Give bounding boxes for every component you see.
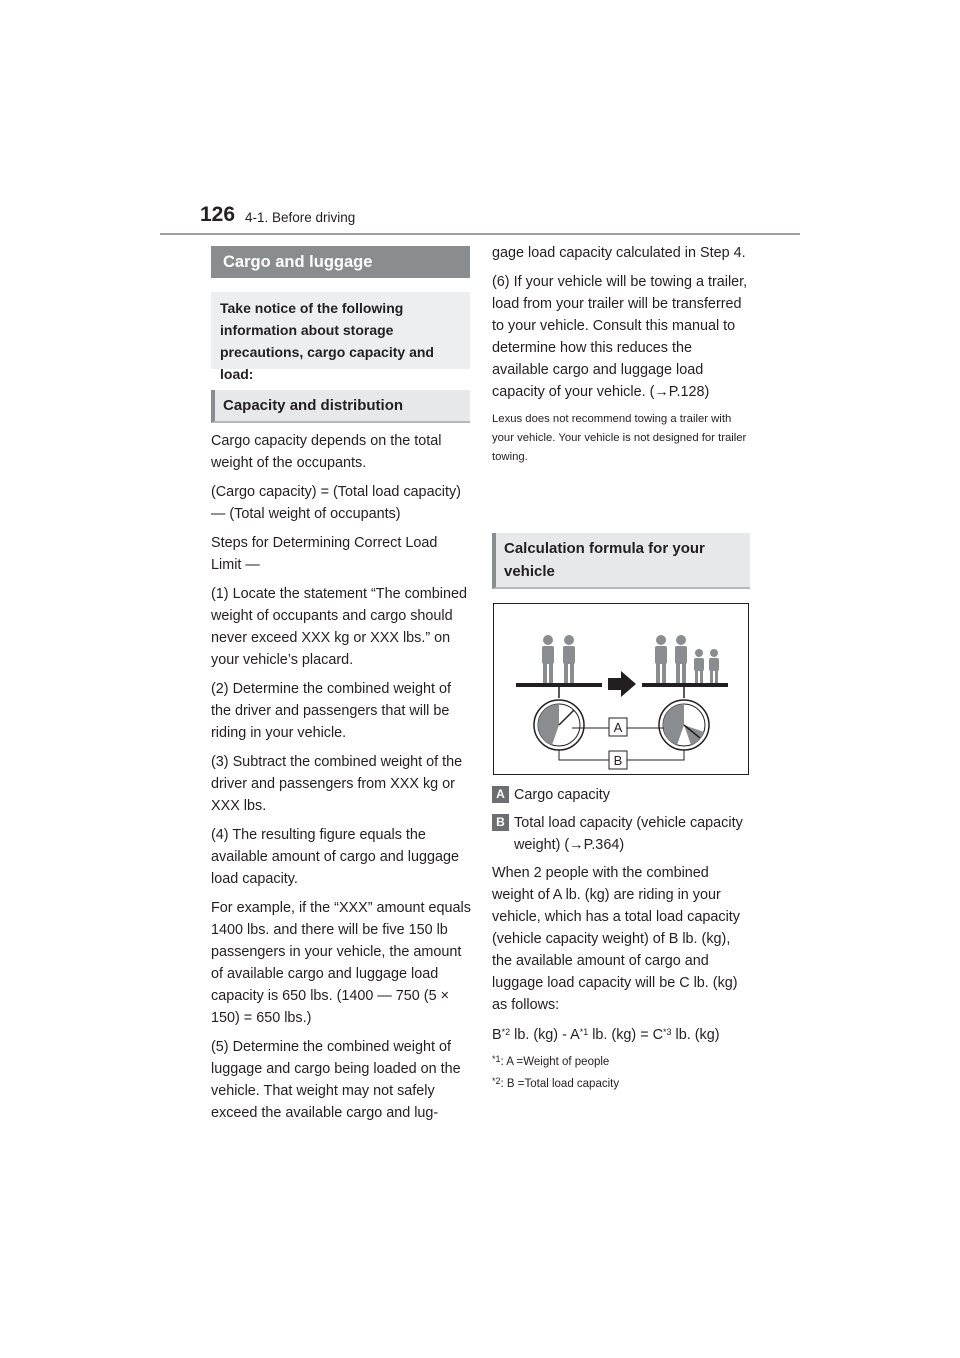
subhead-capacity: Capacity and distribution — [211, 390, 470, 423]
calc-section — [492, 862, 754, 1098]
legend-b — [492, 812, 752, 856]
cargo-banner: Cargo and luggage — [211, 246, 470, 278]
figure-label-a: A — [613, 720, 623, 735]
calc-intro: When 2 people with the combined weight of A lb. (kg) are riding in your vehicle, which has a total load capacity (vehicle capacity weight) of B lb. (kg), the available amount of cargo and luggage load capacity will be C lb. (kg) as follows: — [492, 865, 740, 1013]
footnote-2: $^{*2}$: B =Total load capacity — [492, 1076, 620, 1090]
load-diagram — [494, 604, 748, 774]
footnote-1: $^{*1}$: A =Weight of people — [492, 1054, 610, 1068]
people-right-icon — [655, 635, 719, 683]
legend-text-b: Total load capacity (vehicle capacity weight) (→P.364) — [514, 815, 743, 853]
paragraph: (Cargo capacity) = (Total load capacity) — (Total weight of occupants) — [211, 484, 461, 522]
legend-a — [492, 784, 752, 806]
load-figure — [493, 603, 749, 775]
paragraph: (1) Locate the statement “The combined weight of occupants and cargo should never exceed XXX kg or XXX lbs.” on your vehicle’s placard. — [211, 586, 467, 668]
figure-label-b: B — [613, 753, 623, 768]
paragraph: Steps for Determining Correct Load Limit — — [211, 535, 438, 573]
notice-box: Take notice of the following information about storage precautions, cargo capacity and load: — [211, 292, 470, 369]
paragraph: (6) If your vehicle will be towing a trailer, load from your trailer will be transferred to your vehicle. Consult this manual to determine how this reduces the available cargo and luggage load capacity of your vehicle. (→P.128) — [492, 274, 748, 400]
subhead-calc: Calculation formula for your vehicle — [492, 533, 750, 589]
section-title: 4-1. Before driving — [245, 210, 356, 225]
paragraph: (3) Subtract the combined weight of the driver and passengers from XXX kg or XXX lbs. — [211, 754, 463, 814]
page-number: 126 — [200, 203, 236, 226]
paragraph: (2) Determine the combined weight of the driver and passengers that will be riding in your vehicle. — [211, 681, 451, 741]
paragraph: gage load capacity calculated in Step 4. — [492, 245, 746, 261]
header-rule — [160, 233, 800, 235]
legend-key-a: A — [492, 786, 509, 803]
platform-left — [516, 683, 602, 687]
paragraph: For example, if the “XXX” amount equals 1400 lbs. and there will be five 150 lb passengers in your vehicle, the amount of available cargo and luggage load capacity is 650 lbs. (1400 — 750 (5 × 150) = 650 lbs.) — [211, 900, 471, 1026]
right-column — [492, 242, 752, 474]
gauge-right-icon — [659, 700, 709, 750]
arrow-right-icon — [608, 671, 636, 697]
towing-note: Lexus does not recommend towing a trailer with your vehicle. Your vehicle is not designed for trailer towing. — [492, 413, 747, 463]
paragraph: Cargo capacity depends on the total weight of the occupants. — [211, 433, 442, 471]
legend-key-b: B — [492, 814, 509, 831]
gauge-left-icon — [534, 700, 584, 750]
left-column — [211, 430, 471, 1131]
paragraph: (5) Determine the combined weight of luggage and cargo being loaded on the vehicle. That weight may not safely exceed the available cargo and lug- — [211, 1039, 461, 1121]
people-left-icon — [542, 635, 575, 683]
calc-formula: $B^{*2}$ lb. $(kg) - A^{*1}$ lb. $(kg) = C^{*3}$ lb. (kg) — [492, 1027, 720, 1043]
paragraph: (4) The resulting figure equals the available amount of cargo and luggage load capacity. — [211, 827, 460, 887]
legend-text-a: Cargo capacity — [514, 787, 610, 803]
platform-right — [642, 683, 728, 687]
